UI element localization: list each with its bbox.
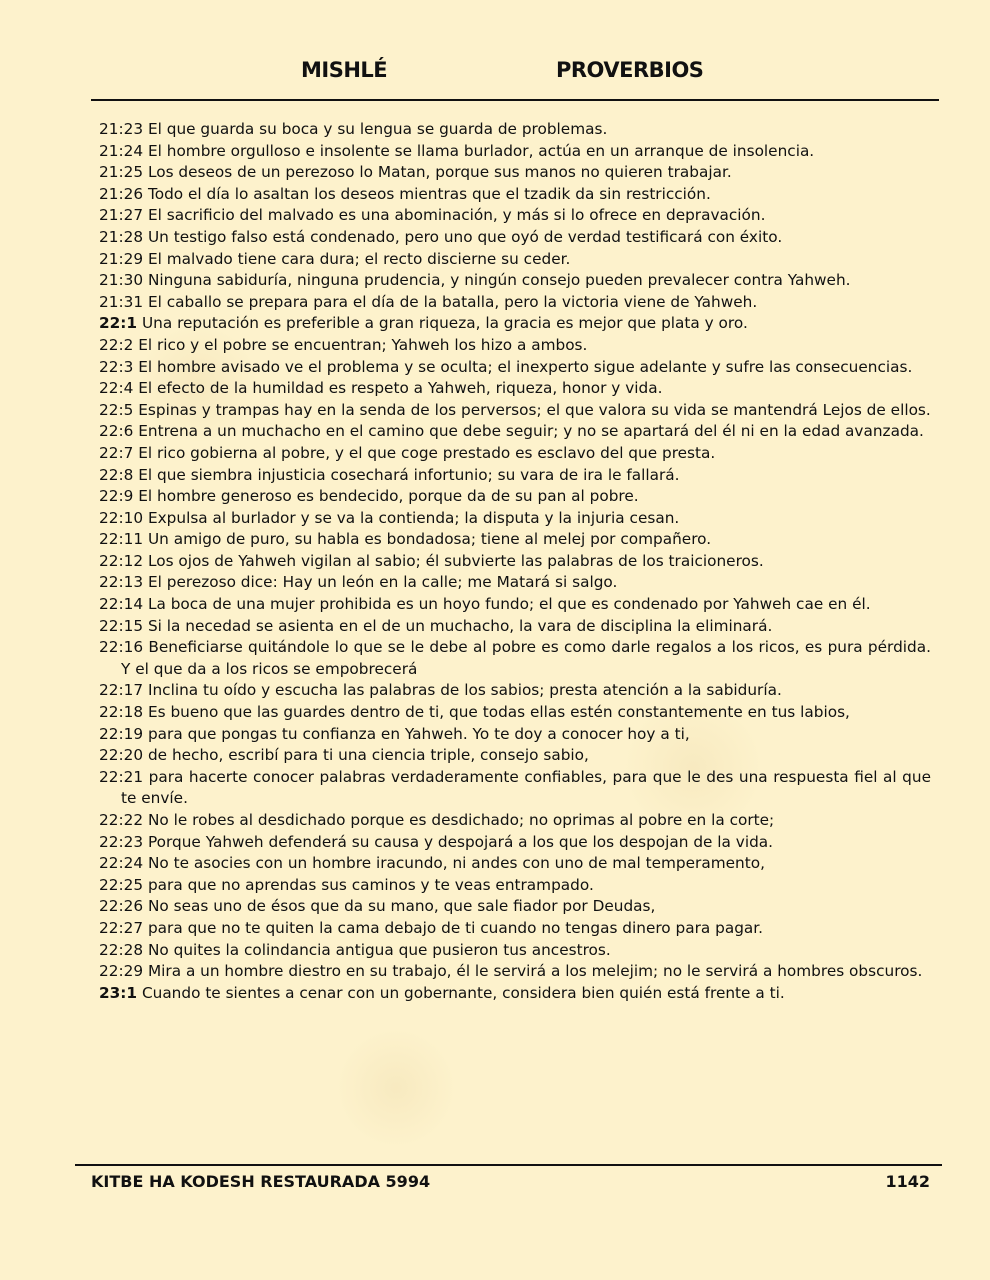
verse-reference: 22:8 bbox=[99, 465, 134, 484]
verse-reference: 22:12 bbox=[99, 551, 144, 570]
verse-text: El perezoso dice: Hay un león en la calle; me Matará si salgo. bbox=[147, 573, 618, 592]
verse-text: Todo el día lo asaltan los deseos mientras que el tzadik da sin restricción. bbox=[147, 184, 711, 203]
verse-text: para que pongas tu confianza en Yahweh. Yo te doy a conocer hoy a ti, bbox=[147, 724, 690, 743]
verse bbox=[99, 465, 931, 487]
verse-reference: 22:6 bbox=[99, 422, 134, 441]
verse-reference: 22:19 bbox=[99, 724, 144, 743]
verse-text: El hombre avisado ve el problema y se oculta; el inexperto sigue adelante y sufre las consecuencias. bbox=[138, 357, 913, 376]
verse bbox=[99, 680, 931, 702]
verse-reference: 22:5 bbox=[99, 400, 134, 419]
verse-reference: 21:25 bbox=[99, 163, 144, 182]
verse bbox=[99, 896, 931, 918]
verse-reference: 22:21 bbox=[99, 767, 144, 786]
verse-reference: 22:11 bbox=[99, 530, 144, 549]
verse-text: Los deseos de un perezoso lo Matan, porque sus manos no quieren trabajar. bbox=[147, 163, 732, 182]
verse bbox=[99, 832, 931, 854]
verse-reference: 22:9 bbox=[99, 487, 134, 506]
verse bbox=[99, 508, 931, 530]
verse-reference: 22:24 bbox=[99, 854, 144, 873]
verse-text: Entrena a un muchacho en el camino que debe seguir; y no se apartará del él ni en la edad avanzada. bbox=[138, 422, 924, 441]
footer-book-title: KITBE HA KODESH RESTAURADA 5994 bbox=[91, 1172, 431, 1191]
verse-text: para que no te quiten la cama debajo de ti cuando no tengas dinero para pagar. bbox=[147, 918, 764, 937]
verse-text: No le robes al desdichado porque es desdichado; no oprimas al pobre en la corte; bbox=[147, 811, 775, 829]
verse-text: No te asocies con un hombre iracundo, ni andes con uno de mal temperamento, bbox=[147, 854, 765, 873]
verse-text: Si la necedad se asienta en el de un muchacho, la vara de disciplina la eliminará. bbox=[147, 616, 773, 635]
verse bbox=[99, 443, 931, 465]
verse bbox=[99, 205, 931, 227]
header-divider bbox=[91, 99, 939, 101]
verse-reference: 21:30 bbox=[99, 271, 144, 290]
verse bbox=[99, 141, 931, 163]
verse-text: El hombre orgulloso e insolente se llama burlador, actúa en un arranque de insolencia. bbox=[147, 141, 815, 160]
footer-divider bbox=[75, 1164, 942, 1166]
verse-reference: 22:28 bbox=[99, 940, 144, 959]
verse-reference: 22:25 bbox=[99, 875, 144, 894]
verse-text: Beneficiarse quitándole lo que se le debe al pobre es como darle regalos a los ricos, es pura pérdida. Y el que da a los ricos se empobrecerá bbox=[121, 638, 931, 678]
verse-text: El sacrificio del malvado es una abominación, y más si lo ofrece en depravación. bbox=[147, 206, 766, 225]
verse-text: No quites la colindancia antigua que pusieron tus ancestros. bbox=[147, 940, 611, 959]
verse-reference: 22:26 bbox=[99, 897, 144, 916]
verse-text: Porque Yahweh defenderá su causa y despojará a los que los despojan de la vida. bbox=[147, 832, 774, 851]
verse bbox=[99, 551, 931, 573]
verse bbox=[99, 616, 931, 638]
verse-reference: 21:27 bbox=[99, 206, 144, 225]
verse-reference: 22:29 bbox=[99, 962, 144, 981]
verse-text: No seas uno de ésos que da su mano, que sale fiador por Deudas, bbox=[147, 897, 656, 916]
verse-list bbox=[99, 119, 931, 1004]
verse-reference: 22:13 bbox=[99, 573, 144, 592]
verse-text: El hombre generoso es bendecido, porque da de su pan al pobre. bbox=[138, 487, 639, 506]
verse-text: Espinas y trampas hay en la senda de los perversos; el que valora su vida se mantendrá Lejos de ellos. bbox=[138, 400, 931, 419]
verse bbox=[99, 400, 931, 422]
verse-text: El rico gobierna al pobre, y el que coge prestado es esclavo del que presta. bbox=[138, 443, 716, 462]
verse-reference: 22:15 bbox=[99, 616, 144, 635]
verse-reference: 22:22 bbox=[99, 811, 144, 829]
verse-reference: 22:14 bbox=[99, 595, 144, 614]
verse bbox=[99, 292, 931, 314]
verse-text: El caballo se prepara para el día de la batalla, pero la victoria viene de Yahweh. bbox=[147, 292, 758, 311]
page-number: 1142 bbox=[885, 1172, 930, 1191]
verse-reference: 21:23 bbox=[99, 120, 144, 138]
verse bbox=[99, 918, 931, 940]
verse bbox=[99, 810, 931, 832]
verse-text: El que guarda su boca y su lengua se guarda de problemas. bbox=[147, 120, 608, 138]
verse-text: El malvado tiene cara dura; el recto discierne su ceder. bbox=[147, 249, 571, 268]
verse-reference: 21:28 bbox=[99, 227, 144, 246]
verse-reference: 22:23 bbox=[99, 832, 144, 851]
verse bbox=[99, 249, 931, 271]
verse bbox=[99, 745, 931, 767]
verse bbox=[99, 227, 931, 249]
verse-reference: 21:29 bbox=[99, 249, 144, 268]
verse-reference: 21:24 bbox=[99, 141, 144, 160]
verse-reference: 22:27 bbox=[99, 918, 144, 937]
verse bbox=[99, 702, 931, 724]
verse-text: para hacerte conocer palabras verdaderamente confiables, para que le des una respuesta fiel al que te envíe. bbox=[121, 767, 931, 808]
verse-reference: 22:2 bbox=[99, 335, 134, 354]
verse-text: de hecho, escribí para ti una ciencia triple, consejo sabio, bbox=[147, 746, 589, 765]
verse-reference: 22:10 bbox=[99, 508, 144, 527]
verse bbox=[99, 572, 931, 594]
page-header bbox=[0, 58, 990, 92]
verse-reference: 22:20 bbox=[99, 746, 144, 765]
verse-text: Una reputación es preferible a gran riqueza, la gracia es mejor que plata y oro. bbox=[141, 314, 748, 333]
verse bbox=[99, 767, 931, 810]
verse bbox=[99, 594, 931, 616]
verse bbox=[99, 486, 931, 508]
verse-text: La boca de una mujer prohibida es un hoyo fundo; el que es condenado por Yahweh cae en él. bbox=[147, 595, 871, 614]
verse bbox=[99, 421, 931, 443]
verse-text: para que no aprendas sus caminos y te veas entrampado. bbox=[147, 875, 594, 894]
verse-text: Inclina tu oído y escucha las palabras de los sabios; presta atención a la sabiduría. bbox=[147, 681, 782, 700]
verse bbox=[99, 637, 931, 680]
book-title-hebrew: MISHLÉ bbox=[301, 58, 388, 82]
verse bbox=[99, 853, 931, 875]
verse-reference: 22:4 bbox=[99, 379, 134, 398]
verse-text: Expulsa al burlador y se va la contienda; la disputa y la injuria cesan. bbox=[147, 508, 680, 527]
verse-text: Es bueno que las guardes dentro de ti, que todas ellas estén constantemente en tus labios, bbox=[147, 703, 850, 722]
verse-reference: 23:1 bbox=[99, 983, 138, 1002]
verse-text: Un testigo falso está condenado, pero uno que oyó de verdad testificará con éxito. bbox=[147, 227, 783, 246]
verse-text: El efecto de la humildad es respeto a Yahweh, riqueza, honor y vida. bbox=[138, 379, 663, 398]
verse bbox=[99, 357, 931, 379]
verse-reference: 22:17 bbox=[99, 681, 144, 700]
verse bbox=[99, 313, 931, 335]
verse bbox=[99, 378, 931, 400]
verse bbox=[99, 335, 931, 357]
verse-reference: 22:7 bbox=[99, 443, 134, 462]
verse-text: Cuando te sientes a cenar con un gobernante, considera bien quién está frente a ti. bbox=[141, 983, 785, 1002]
verse-reference: 22:1 bbox=[99, 314, 138, 333]
verse bbox=[99, 983, 931, 1005]
verse bbox=[99, 875, 931, 897]
verse-text: Los ojos de Yahweh vigilan al sabio; él subvierte las palabras de los traicioneros. bbox=[147, 551, 764, 570]
verse-text: Mira a un hombre diestro en su trabajo, él le servirá a los melejim; no le servirá a hombres obscuros. bbox=[147, 962, 923, 981]
verse-text: Un amigo de puro, su habla es bondadosa; tiene al melej por compañero. bbox=[147, 530, 712, 549]
verse-text: Ninguna sabiduría, ninguna prudencia, y ningún consejo pueden prevalecer contra Yahweh. bbox=[147, 271, 851, 290]
verse-reference: 22:3 bbox=[99, 357, 134, 376]
verse-text: El que siembra injusticia cosechará infortunio; su vara de ira le fallará. bbox=[138, 465, 680, 484]
verse-text: El rico y el pobre se encuentran; Yahweh los hizo a ambos. bbox=[138, 335, 588, 354]
verse bbox=[99, 529, 931, 551]
verse bbox=[99, 184, 931, 206]
verse-reference: 22:18 bbox=[99, 703, 144, 722]
verse bbox=[99, 724, 931, 746]
verse bbox=[99, 961, 931, 983]
verse-reference: 21:26 bbox=[99, 184, 144, 203]
verse bbox=[99, 270, 931, 292]
verse bbox=[99, 940, 931, 962]
verse bbox=[99, 119, 931, 141]
verse-reference: 22:16 bbox=[99, 638, 144, 657]
verse-reference: 21:31 bbox=[99, 292, 144, 311]
verse bbox=[99, 162, 931, 184]
book-title-spanish: PROVERBIOS bbox=[556, 58, 704, 82]
